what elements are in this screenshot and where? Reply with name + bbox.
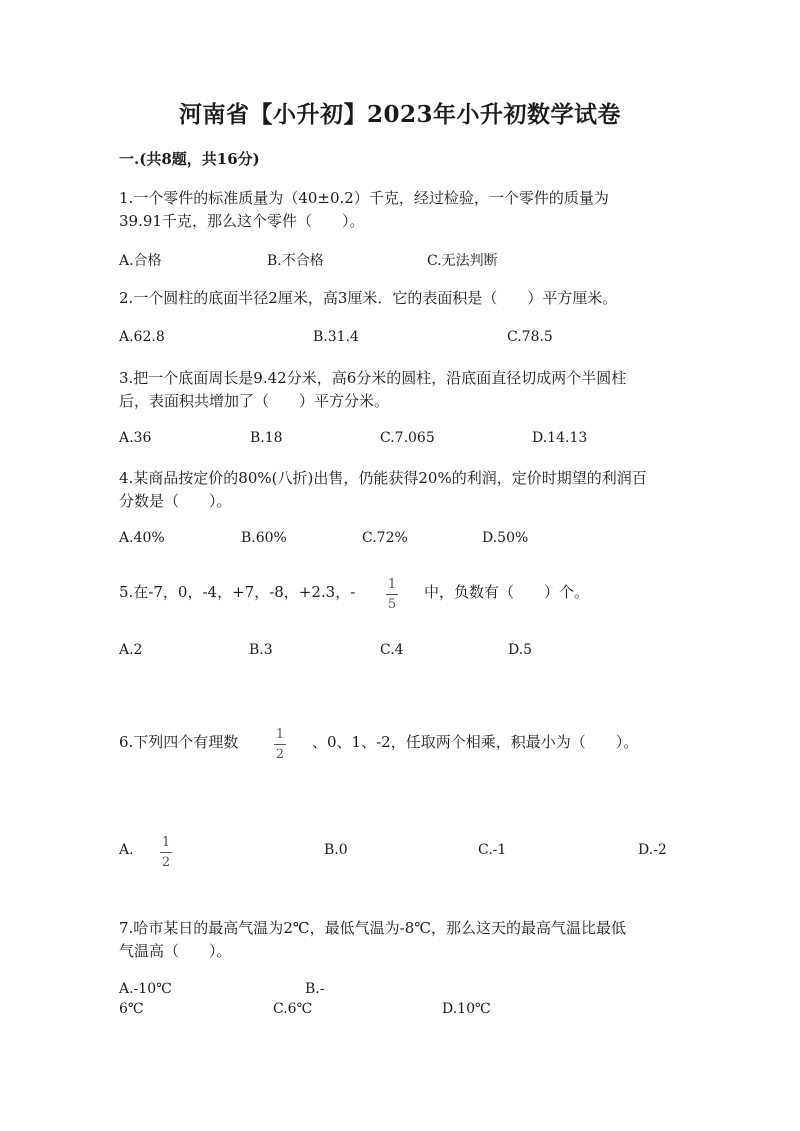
question-6-option-c: C.-1 bbox=[478, 842, 507, 858]
question-4-option-a: A.40% bbox=[119, 530, 165, 546]
question-5-option-a: A.2 bbox=[119, 642, 143, 658]
question-3-option-c: C.7.065 bbox=[380, 430, 435, 446]
question-6-fraction bbox=[274, 727, 286, 762]
question-6-option-a-fraction bbox=[160, 835, 172, 870]
question-5-option-c: C.4 bbox=[380, 642, 404, 658]
question-7-option-b-part-2: 6℃ bbox=[119, 1001, 144, 1017]
question-7-line-2: 气温高（ ）。 bbox=[119, 942, 232, 960]
question-5-suffix: 中，负数有（ ）个。 bbox=[424, 583, 590, 601]
question-6-option-a-label: A. bbox=[119, 842, 134, 858]
fraction-numerator: 1 bbox=[387, 577, 397, 592]
fraction-bar bbox=[386, 594, 398, 595]
question-5-prefix: 5.在-7，0，-4，+7，-8，+2.3，- bbox=[119, 583, 356, 601]
question-3-line-2: 后，表面积共增加了（ ）平方分米。 bbox=[119, 392, 390, 410]
question-6-prefix: 6.下列四个有理数 bbox=[119, 733, 239, 751]
question-3-line-1: 3.把一个底面周长是9.42分米，高6分米的圆柱，沿底面直径切成两个半圆柱 bbox=[119, 369, 627, 387]
fraction-bar bbox=[160, 852, 172, 853]
question-1-option-b: B.不合格 bbox=[267, 253, 324, 269]
question-4-line-1: 4.某商品按定价的80%(八折)出售，仍能获得20%的利润，定价时期望的利润百 bbox=[119, 469, 647, 487]
question-1-line-1: 1.一个零件的标准质量为（40±0.2）千克，经过检验，一个零件的质量为 bbox=[119, 189, 609, 207]
fraction-numerator: 1 bbox=[275, 727, 285, 742]
fraction-numerator: 1 bbox=[161, 835, 171, 850]
question-1-line-2: 39.91千克，那么这个零件（ ）。 bbox=[119, 212, 365, 230]
question-2-option-c: C.78.5 bbox=[507, 329, 553, 345]
question-7-option-c: C.6℃ bbox=[273, 1001, 313, 1017]
question-2-line-1: 2.一个圆柱的底面半径2厘米，高3厘米．它的表面积是（ ）平方厘米。 bbox=[119, 289, 618, 307]
fraction-denominator: 2 bbox=[275, 747, 285, 762]
question-7-option-b-part-1: B.- bbox=[305, 981, 325, 997]
question-7-option-a: A.-10℃ bbox=[119, 981, 172, 997]
question-5-fraction bbox=[386, 577, 398, 612]
fraction-denominator: 5 bbox=[387, 597, 397, 612]
question-4-option-b: B.60% bbox=[241, 530, 287, 546]
question-3-option-a: A.36 bbox=[119, 430, 152, 446]
question-3-option-d: D.14.13 bbox=[532, 430, 588, 446]
question-4-option-c: C.72% bbox=[362, 530, 408, 546]
question-7-option-d: D.10℃ bbox=[442, 1001, 491, 1017]
fraction-denominator: 2 bbox=[161, 855, 171, 870]
question-7-line-1: 7.哈市某日的最高气温为2℃，最低气温为-8℃，那么这天的最高气温比最低 bbox=[119, 919, 627, 937]
question-1-option-a: A.合格 bbox=[119, 253, 162, 269]
question-5-option-b: B.3 bbox=[249, 642, 273, 658]
question-3-option-b: B.18 bbox=[250, 430, 283, 446]
question-6-option-d: D.-2 bbox=[638, 842, 667, 858]
question-4-option-d: D.50% bbox=[482, 530, 529, 546]
question-5-option-d: D.5 bbox=[508, 642, 533, 658]
question-4-line-2: 分数是（ ）。 bbox=[119, 492, 232, 510]
question-2-option-a: A.62.8 bbox=[119, 329, 165, 345]
question-6-option-b: B.0 bbox=[324, 842, 348, 858]
section-heading: 一.(共8题，共16分) bbox=[119, 150, 260, 168]
fraction-bar bbox=[274, 744, 286, 745]
question-1-option-c: C.无法判断 bbox=[427, 253, 498, 269]
page-title: 河南省【小升初】2023年小升初数学试卷 bbox=[178, 101, 621, 128]
question-2-option-b: B.31.4 bbox=[313, 329, 359, 345]
question-6-suffix: 、0、1、-2，任取两个相乘，积最小为（ ）。 bbox=[312, 733, 639, 751]
